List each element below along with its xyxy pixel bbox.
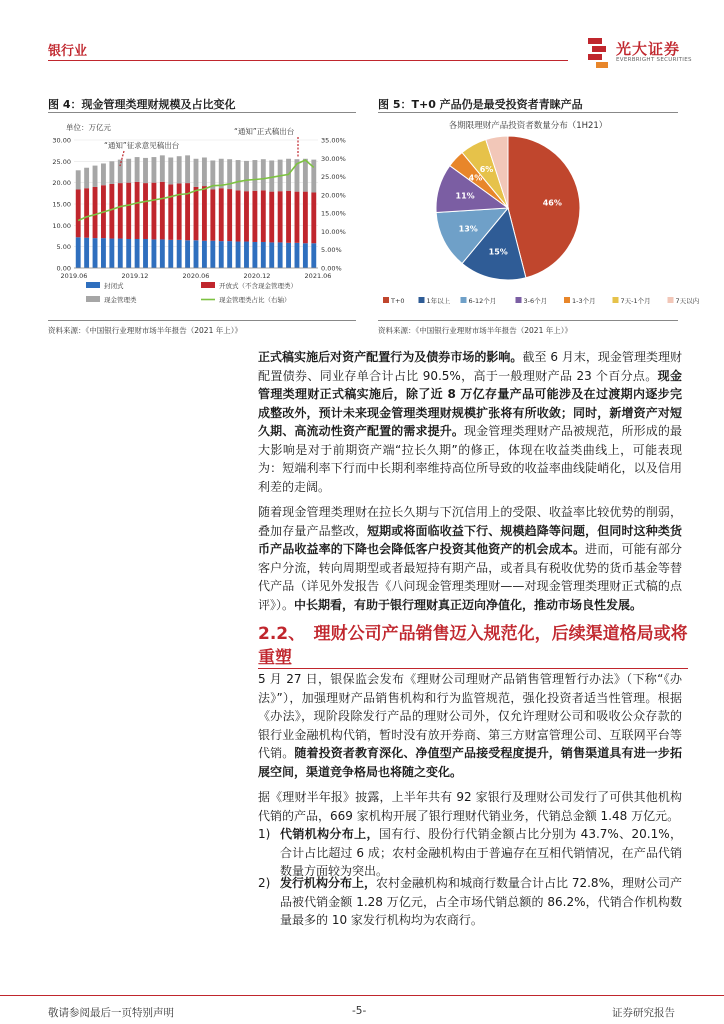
page-number: -5- xyxy=(352,1005,367,1017)
bar-segment xyxy=(109,184,114,239)
paragraph-3 xyxy=(258,670,682,781)
bar-segment xyxy=(101,238,106,268)
list-item xyxy=(258,874,682,930)
bar-segment xyxy=(278,191,283,242)
y-tick-label: 20.00 xyxy=(52,179,71,188)
y2-tick-label: 0.00% xyxy=(321,264,342,273)
bar-segment xyxy=(202,186,207,241)
y2-tick-label: 30.00% xyxy=(321,154,346,163)
bar-segment xyxy=(261,159,266,190)
bar-segment xyxy=(303,192,308,244)
legend-swatch xyxy=(613,297,619,303)
bar-segment xyxy=(286,191,291,243)
footer-disclaimer: 敬请参阅最后一页特别声明 xyxy=(48,1007,174,1019)
bar-segment xyxy=(219,188,224,241)
bar-segment xyxy=(252,160,257,191)
bar-segment xyxy=(84,238,89,268)
legend-label: 7天以内 xyxy=(675,297,700,305)
bar-segment xyxy=(84,188,89,237)
bar-segment xyxy=(151,183,156,240)
bar-segment xyxy=(261,190,266,242)
legend-swatch xyxy=(419,297,425,303)
bar-segment xyxy=(194,240,199,268)
figure4-chart xyxy=(46,118,356,318)
pie-data-label: 46% xyxy=(542,198,562,208)
section-rule xyxy=(258,668,688,669)
y-tick-label: 5.00 xyxy=(56,243,71,252)
y2-tick-label: 20.00% xyxy=(321,191,346,200)
bar-segment xyxy=(303,159,308,192)
figure4-bottom-rule xyxy=(48,320,356,321)
bar-segment xyxy=(168,240,173,268)
logo-mark-icon xyxy=(588,38,610,68)
x-tick-label: 2021.06 xyxy=(304,272,332,280)
figure4-unit-label: 单位：万亿元 xyxy=(66,123,111,132)
figure5-bottom-rule xyxy=(378,320,678,321)
legend-label: 开放式（不含现金管理类） xyxy=(219,282,297,290)
bar-segment xyxy=(126,183,131,239)
figure5-title-rule xyxy=(378,112,678,113)
legend-swatch xyxy=(383,297,389,303)
pie-data-label: 15% xyxy=(488,247,508,257)
bar-segment xyxy=(151,157,156,183)
header-rule xyxy=(48,60,568,61)
p1-tail: 现金管理类理财产品被规范，所形成的最大影响是对于前期资产端“拉长久期”的修正，体现在收益类曲线上，可能表现为：短端利率下行而中长期利率维持高位所导致的收益率曲线陡峭化，以及信用利差的走阔。 xyxy=(258,424,682,494)
legend-label: 7天-1个月 xyxy=(620,297,651,305)
bar-segment xyxy=(76,170,81,189)
bar-segment xyxy=(311,243,316,268)
bar-segment xyxy=(244,161,249,191)
bar-segment xyxy=(194,187,199,240)
bar-segment xyxy=(311,160,316,193)
legend-label: 1-3个月 xyxy=(572,297,596,305)
footer-rule xyxy=(0,995,724,996)
section-tag: 银行业 xyxy=(48,44,88,59)
legend-label: 3-6个月 xyxy=(523,297,548,305)
legend-swatch xyxy=(86,282,100,288)
x-tick-label: 2020.12 xyxy=(243,272,271,280)
bar-segment xyxy=(84,168,89,188)
figure4-annotation-2: “通知”正式稿出台 xyxy=(234,127,295,136)
figure5-chart xyxy=(377,114,700,314)
list-number: 1) xyxy=(258,827,271,841)
bar-segment xyxy=(109,239,114,268)
bar-segment xyxy=(177,240,182,268)
y2-tick-label: 5.00% xyxy=(321,246,342,255)
bar-segment xyxy=(244,242,249,268)
bar-segment xyxy=(227,189,232,241)
bar-segment xyxy=(135,182,140,239)
bar-segment xyxy=(219,241,224,268)
bar-segment xyxy=(93,187,98,238)
bar-segment xyxy=(236,190,241,241)
y-tick-label: 25.00 xyxy=(52,157,71,166)
x-tick-label: 2020.06 xyxy=(182,272,210,280)
figure4-annotation-1: “通知”征求意见稿出台 xyxy=(104,141,180,150)
bar-segment xyxy=(118,160,123,183)
bar-segment xyxy=(168,184,173,239)
bar-segment xyxy=(286,243,291,268)
bar-segment xyxy=(202,157,207,186)
legend-swatch xyxy=(201,282,215,288)
y-tick-label: 10.00 xyxy=(52,221,71,230)
legend-label: 现金管理类占比（右轴） xyxy=(219,296,291,304)
bar-segment xyxy=(236,242,241,268)
bar-segment xyxy=(177,156,182,183)
bar-segment xyxy=(295,243,300,268)
bar-segment xyxy=(261,242,266,268)
bar-segment xyxy=(311,192,316,243)
bar-segment xyxy=(210,241,215,268)
bar-segment xyxy=(143,158,148,183)
bar-segment xyxy=(278,242,283,268)
pie-data-label: 11% xyxy=(455,191,475,201)
legend-label: 封闭式 xyxy=(104,282,124,290)
logo-text: 光大证券 xyxy=(616,40,681,58)
legend-label: T+0 xyxy=(391,297,405,305)
p1-emphasis: 现金管理类理财正式稿实施后，除了近 8 万亿存量产品可能涉及在过渡期内逐步完成整改外，预计未来现金管理类理财规模扩张将有所收敛；同时，新增资产对短久期、高流动性资产配置的需求提升。 xyxy=(258,368,682,438)
bar-segment xyxy=(202,241,207,268)
list-item-lead: 发行机构分布上， xyxy=(280,876,377,890)
section-heading: 2.2、 理财公司产品销售迈入规范化，后续渠道格局或将重塑 xyxy=(258,624,688,668)
y2-tick-label: 35.00% xyxy=(321,136,346,145)
bar-segment xyxy=(177,184,182,240)
figure4-title: 图 4：现金管理类理财规模及占比变化 xyxy=(48,98,236,111)
bar-segment xyxy=(118,239,123,268)
y2-tick-label: 25.00% xyxy=(321,173,346,182)
bar-segment xyxy=(126,239,131,268)
list-number: 2) xyxy=(258,876,271,890)
bar-segment xyxy=(252,242,257,268)
bar-segment xyxy=(151,239,156,268)
bar-segment xyxy=(76,237,81,268)
x-tick-label: 2019.12 xyxy=(121,272,149,280)
paragraph-1 xyxy=(258,348,682,496)
bar-segment xyxy=(118,183,123,238)
figure5-title: 图 5：T+0 产品仍是最受投资者青睐产品 xyxy=(378,98,583,111)
bar-segment xyxy=(236,160,241,190)
bar-segment xyxy=(194,159,199,187)
y-tick-label: 0.00 xyxy=(56,264,71,273)
bar-segment xyxy=(252,191,257,242)
pie-data-label: 4% xyxy=(468,173,483,183)
bar-segment xyxy=(269,160,274,191)
bar-segment xyxy=(210,189,215,240)
bar-segment xyxy=(126,159,131,183)
y2-tick-label: 10.00% xyxy=(321,227,346,236)
y2-tick-label: 15.00% xyxy=(321,209,346,218)
footer-doc-type: 证券研究报告 xyxy=(612,1007,675,1019)
bar-segment xyxy=(135,239,140,268)
p2-conclusion: 中长期看，有助于银行理财真正迈向净值化，推动市场良性发展。 xyxy=(294,597,643,612)
list-item-text: 国有行、股份行代销金额占比分别为 43.7%、20.1%，合计占比超过 6 成；农村金融机构由于普遍存在互相代销情况，在产品代销数量方面较为突出。 xyxy=(280,827,682,878)
bar-segment xyxy=(109,161,114,184)
p3-text: 5 月 27 日，银保监会发布《理财公司理财产品销售管理暂行办法》（下称“《办法》”），加强理财产品销售机构和行为监管规范，强化投资者适当性管理。根据《办法》，现阶段除发行产品的理财公司外，仅允许理财公司和吸收公众存款的银行业金融机构代销，暂时没有放开券商、第三方财富管理公司、互联网平台等代销。 xyxy=(258,672,682,760)
bar-segment xyxy=(160,239,165,268)
bar-segment xyxy=(185,183,190,240)
legend-label: 6-12个月 xyxy=(468,297,497,305)
figure4-title-rule xyxy=(48,112,356,113)
p2-emphasis: 短期或将面临收益下行、规模趋降等问题，但同时这种类货币产品收益率的下降也会降低客户投资其他资产的机会成本。 xyxy=(258,523,682,556)
p3-emphasis: 随着投资者教育深化、净值型产品接受程度提升，销售渠道具有进一步拓展空间，渠道竞争格局也将随之变化。 xyxy=(258,746,682,779)
list-item-body xyxy=(280,825,682,881)
bar-segment xyxy=(160,155,165,181)
bar-segment xyxy=(93,166,98,187)
p1-lead: 正式稿实施后对资产配置行为及债券市场的影响。 xyxy=(258,350,523,364)
legend-swatch xyxy=(564,297,570,303)
bar-segment xyxy=(76,189,81,237)
bar-segment xyxy=(269,192,274,243)
bar-segment xyxy=(244,191,249,241)
legend-swatch xyxy=(461,297,467,303)
pie-data-label: 6% xyxy=(479,164,494,174)
list-item-body xyxy=(280,874,682,930)
y-tick-label: 30.00 xyxy=(52,136,71,145)
p2-mid: 进而，可能有部分客户分流，转向周期型或者最短持有期产品，或者具有税收优势的货币基金等替代产品（详见外发报告《八问现金管理类理财——对现金管理类理财正式稿的点评》）。 xyxy=(258,542,682,612)
legend-swatch xyxy=(668,297,674,303)
bar-segment xyxy=(219,159,224,188)
bar-segment xyxy=(295,192,300,243)
list-item xyxy=(258,825,682,881)
legend-swatch xyxy=(86,296,100,302)
legend-swatch xyxy=(516,297,522,303)
list-item-text: 农村金融机构和城商行数量合计占比 72.8%，理财公司产品被代销金额 1.28 万亿元，占全市场代销总额的 86.2%，代销合作机构数量最多的 10 家发行机构均为农商行。 xyxy=(280,876,682,927)
figure5-source: 资料来源：《中国银行业理财市场半年报告（2021 年上）》 xyxy=(378,326,572,335)
p1-text: 截至 6 月末，现金管理类理财配置债券、同业存单合计占比 90.5%，高于一般理财产品 23 个百分点。 xyxy=(258,350,683,383)
bar-segment xyxy=(135,157,140,182)
bar-segment xyxy=(101,163,106,185)
bar-segment xyxy=(143,183,148,239)
bar-segment xyxy=(303,243,308,268)
list-item-lead: 代销机构分布上， xyxy=(280,827,379,841)
paragraph-2 xyxy=(258,503,682,614)
bar-segment xyxy=(160,182,165,240)
legend-label: 现金管理类 xyxy=(104,296,137,304)
paragraph-4: 据《理财半年报》披露，上半年共有 92 家银行及理财公司发行了可供其他机构代销的产品，669 家机构开展了银行理财代销业务，代销总金额 1.48 万亿元。 xyxy=(258,790,682,823)
y-tick-label: 15.00 xyxy=(52,200,71,209)
x-tick-label: 2019.06 xyxy=(60,272,88,280)
p2-text: 随着现金管理类理财在拉长久期与下沉信用上的受限、收益率比较优势的削弱，叠加存量产品整改， xyxy=(258,505,682,538)
figure4-source: 资料来源：《中国银行业理财市场半年报告（2021 年上）》 xyxy=(48,326,242,335)
everbright-logo xyxy=(588,38,708,70)
bar-segment xyxy=(269,242,274,268)
bar-segment xyxy=(185,155,190,183)
pie-data-label: 13% xyxy=(458,224,478,234)
logo-subtext: EVERBRIGHT SECURITIES xyxy=(616,57,692,63)
pie-chart-title: 各期限理财产品投资者数量分布（1H21） xyxy=(448,121,608,131)
bar-segment xyxy=(93,238,98,268)
bar-segment xyxy=(227,241,232,268)
bar-segment xyxy=(185,240,190,268)
bar-segment xyxy=(168,157,173,184)
bar-segment xyxy=(143,239,148,268)
legend-label: 1年以上 xyxy=(426,297,451,305)
